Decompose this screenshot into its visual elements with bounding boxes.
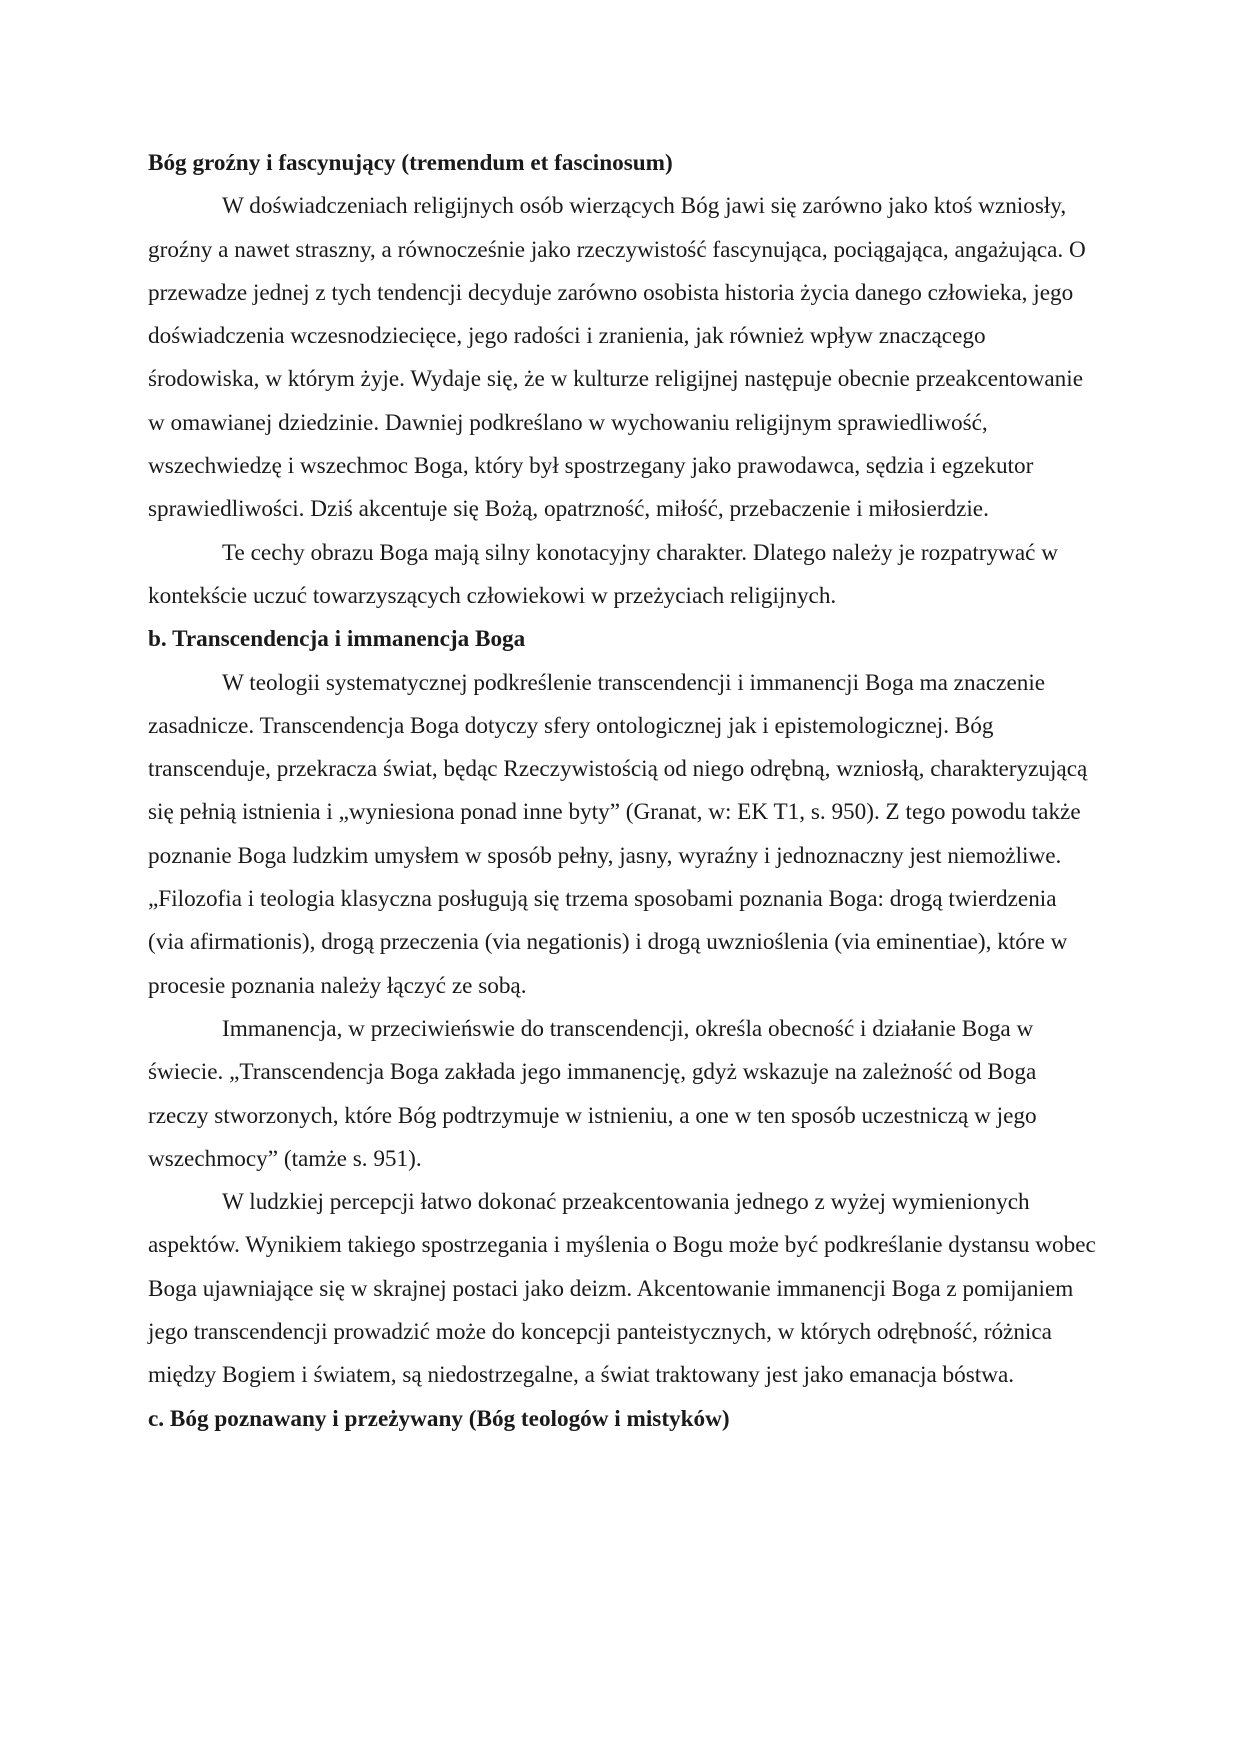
paragraph-2: Te cechy obrazu Boga mają silny konotacyjny charakter. Dlatego należy je rozpatrywać w kontekście uczuć towarzyszących człowiekowi w przeżyciach religijnych. [148, 539, 1058, 609]
section-heading-c: c. Bóg poznawany i przeżywany (Bóg teologów i mistyków) [148, 1405, 730, 1432]
paragraph-4: Immanencja, w przeciwieńswie do transcendencji, określa obecność i działanie Boga w świecie. „Transcendencja Boga zakłada jego immanencję, gdyż wskazuje na zależność od Boga rzeczy stworzonych, które Bóg podtrzymuje w istnieniu, a one w ten sposób uczestniczą w jego wszechmocy” (tamże s. 951). [148, 1015, 1037, 1172]
document-body [148, 142, 1098, 1441]
section-heading-a: Bóg groźny i fascynujący (tremendum et fascinosum) [148, 150, 673, 176]
paragraph-1: W doświadczeniach religijnych osób wierzących Bóg jawi się zarówno jako ktoś wzniosły, groźny a nawet straszny, a równocześnie jako rzeczywistość fascynująca, pociągająca, angażująca. O przewadze jednej z tych tendencji decyduje zarówno osobista historia życia danego człowieka, jego doświadczenia wczesnodziecięce, jego radości i zranienia, jak również wpływ znaczącego środowiska, w którym żyje. Wydaje się, że w kulturze religijnej następuje obecnie przeakcentowanie w omawianej dziedzinie. Dawniej podkreślano w wychowaniu religijnym sprawiedliwość, wszechwiedzę i wszechmoc Boga, który był spostrzegany jako prawodawca, sędzia i egzekutor sprawiedliwości. Dziś akcentuje się Bożą, opatrzność, miłość, przebaczenie i miłosierdzie. [148, 193, 1086, 523]
section-heading-b: b. Transcendencja i immanencja Boga [148, 626, 526, 653]
paragraph-5: W ludzkiej percepcji łatwo dokonać przeakcentowania jednego z wyżej wymienionych aspektów. Wynikiem takiego spostrzegania i myślenia o Bogu może być podkreślanie dystansu wobec Boga ujawniające się w skrajnej postaci jako deizm. Akcentowanie immanencji Boga z pomijaniem jego transcendencji prowadzić może do koncepcji panteistycznych, w których odrębność, różnica między Bogiem i światem, są niedostrzegalne, a świat traktowany jest jako emanacja bóstwa. [148, 1189, 1096, 1389]
paragraph-3: W teologii systematycznej podkreślenie transcendencji i immanencji Boga ma znaczenie zasadnicze. Transcendencja Boga dotyczy sfery ontologicznej jak i epistemologicznej. Bóg transcenduje, przekracza świat, będąc Rzeczywistością od niego odrębną, wzniosłą, charakteryzującą się pełnią istnienia i „wyniesiona ponad inne byty” (Granat, w: EK T1, s. 950). Z tego powodu także poznanie Boga ludzkim umysłem w sposób pełny, jasny, wyraźny i jednoznaczny jest niemożliwe. „Filozofia i teologia klasyczna posługują się trzema sposobami poznania Boga: drogą twierdzenia (via afirmationis), drogą przeczenia (via negationis) i drogą uwznioślenia (via eminentiae), które w procesie poznania należy łączyć ze sobą. [148, 669, 1088, 999]
